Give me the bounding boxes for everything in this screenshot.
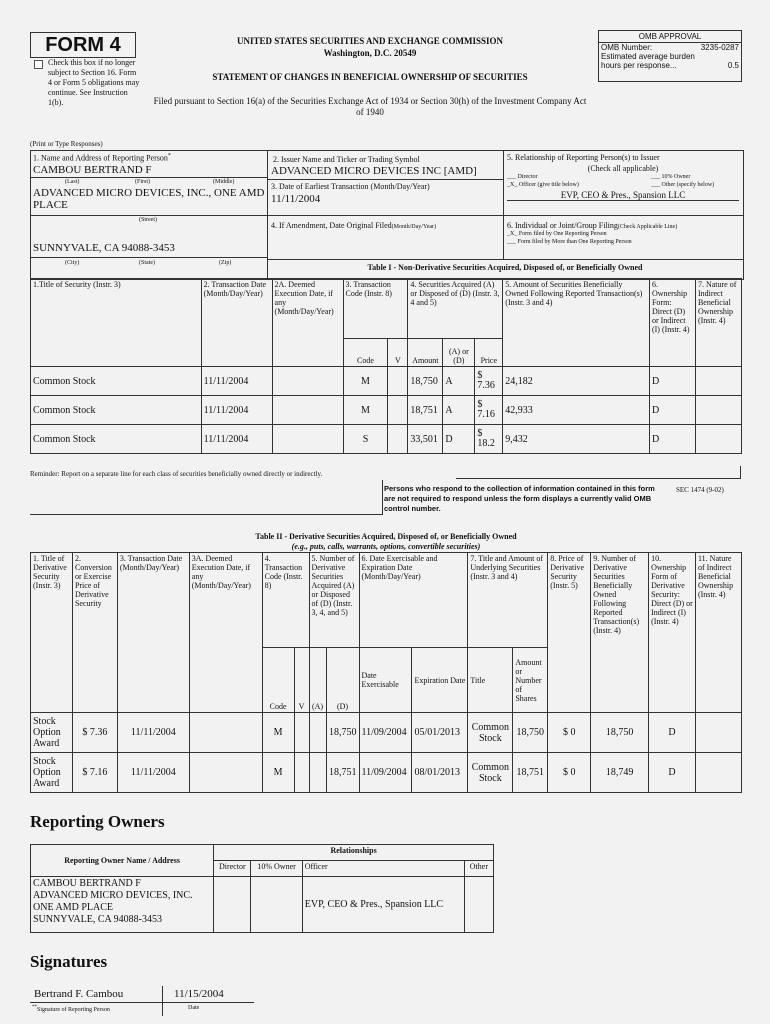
owner-name-address	[31, 877, 214, 933]
t2-row-date-exercisable: 11/09/2004	[359, 753, 412, 793]
t1-row-form: D	[649, 367, 695, 396]
t1-row-v	[388, 367, 408, 396]
t2-header-underlying: 7. Title and Amount of Underlying Securities (Instr. 3 and 4)	[468, 553, 548, 648]
signature-name: Bertrand F. Cambou	[34, 988, 124, 1000]
t1-row-owned: 42,933	[503, 396, 650, 425]
omb-hours-value: 0.5	[727, 61, 739, 70]
t1-row-date: 11/11/2004	[201, 367, 272, 396]
signature-footnote: **	[32, 1005, 37, 1010]
reporting-owners-heading: Reporting Owners	[30, 812, 165, 831]
t1-row-date: 11/11/2004	[201, 425, 272, 454]
table2-derivative	[30, 552, 742, 793]
t2-row-underlying-title: Common Stock	[468, 753, 513, 793]
amendment-label: 4. If Amendment, Date Original Filed(Month/Day/Year)	[271, 221, 437, 230]
t1-header-date: 2. Transaction Date (Month/Day/Year)	[201, 279, 272, 367]
reporting-person-city: SUNNYVALE, CA 94088-3453	[33, 242, 175, 254]
t1-row-a-or-d: A	[443, 396, 475, 425]
first-label: (First)	[135, 179, 150, 185]
t1-row-a-or-d: A	[443, 367, 475, 396]
street-label: (Street)	[139, 217, 157, 223]
t2-row-date-exercisable: 11/09/2004	[359, 713, 412, 753]
t2-subheader-expiration: Expiration Date	[412, 648, 468, 713]
table1-non-derivative	[30, 278, 742, 454]
owner-line: ONE AMD PLACE	[33, 902, 114, 913]
owners-relationships-header: Relationships	[214, 845, 494, 861]
middle-label: (Middle)	[213, 179, 235, 185]
t2-row-conversion: $ 7.16	[72, 753, 117, 793]
t2-header-conversion: 2. Conversion or Exercise Price of Derivative Security	[72, 553, 117, 713]
t2-row-code: M	[262, 713, 294, 753]
table-row	[31, 713, 742, 753]
state-label: (State)	[139, 260, 155, 266]
owners-name-header: Reporting Owner Name / Address	[31, 845, 214, 877]
relationship-title-value: EVP, CEO & Pres., Spansion LLC	[507, 190, 739, 201]
t2-header-ownership-form: 10. Ownership Form of Derivative Security: Direct (D) or Indirect (I) (Instr. 4)	[649, 553, 696, 713]
issuer-value: ADVANCED MICRO DEVICES INC [AMD]	[271, 165, 477, 177]
t2-header-number-owned: 9. Number of Derivative Securities Beneficially Owned Following Reported Transaction(s) (Instr. 4)	[591, 553, 649, 713]
t2-header-code: 4. Transaction Code (Instr. 8)	[262, 553, 309, 648]
t1-subheader-amount: Amount	[408, 339, 443, 367]
zip-label: (Zip)	[219, 260, 232, 266]
t1-header-nature: 7. Nature of Indirect Beneficial Ownership (Instr. 4)	[695, 279, 741, 367]
reporting-person-name: CAMBOU BERTRAND F	[33, 164, 152, 176]
reporting-person-footnote: *	[167, 153, 171, 159]
t1-subheader-price: Price	[475, 339, 503, 367]
issuer-label: 2. Issuer Name and Ticker or Trading Symbol	[273, 155, 420, 164]
t1-row-code: M	[343, 396, 388, 425]
table-row	[31, 753, 742, 793]
t2-header-number: 5. Number of Derivative Securities Acquired (A) or Disposed of (D) (Instr. 3, 4, and 5)	[309, 553, 359, 648]
omb-hours-label: hours per response...	[601, 61, 677, 70]
t1-row-owned: 24,182	[503, 367, 650, 396]
signatures-heading: Signatures	[30, 952, 108, 971]
relationship-ten-pct: ___ 10% Owner	[651, 174, 691, 180]
notice-rule-left	[30, 514, 382, 515]
t2-row-d: 18,750	[326, 713, 359, 753]
t1-row-owned: 9,432	[503, 425, 650, 454]
t2-row-title: Stock Option Award	[31, 713, 73, 753]
omb-burden-label: Estimated average burden	[601, 52, 695, 61]
relationship-label: 5. Relationship of Reporting Person(s) to Issuer	[507, 153, 660, 162]
reminder-rule	[456, 478, 740, 479]
reporting-person-address: ADVANCED MICRO DEVICES, INC., ONE AMD PLACE	[33, 187, 265, 211]
omb-number-value: 3235-0287	[700, 43, 739, 52]
amendment-sub: (Month/Day/Year)	[391, 224, 437, 230]
table-row	[31, 877, 494, 933]
t1-row-deemed	[272, 396, 343, 425]
table2-title: Table II - Derivative Securities Acquired, Disposed of, or Beneficially Owned	[255, 532, 517, 541]
t2-row-form: D	[649, 713, 696, 753]
filed-pursuant: Filed pursuant to Section 16(a) of the Securities Exchange Act of 1934 or Section 30(h) of the Investment Company Act of 1940	[153, 96, 587, 117]
t1-row-title: Common Stock	[31, 396, 202, 425]
t1-row-code: S	[343, 425, 388, 454]
t2-subheader-d: (D)	[326, 648, 359, 713]
owner-ten-pct	[251, 877, 302, 933]
owner-line: CAMBOU BERTRAND F	[33, 878, 141, 889]
section16-checkbox[interactable]	[34, 60, 43, 69]
owners-other-header: Other	[464, 861, 493, 877]
t2-subheader-amount: Amount or Number of Shares	[513, 648, 548, 713]
table-row	[31, 425, 742, 454]
t1-row-nature	[695, 367, 741, 396]
signature-rule	[30, 1002, 254, 1003]
t1-row-amount: 18,751	[408, 396, 443, 425]
owner-line: ADVANCED MICRO DEVICES, INC.	[33, 890, 193, 901]
t2-subheader-code: Code	[262, 648, 294, 713]
t2-header-exercisable: 6. Date Exercisable and Expiration Date (Month/Day/Year)	[359, 553, 468, 648]
owner-director	[214, 877, 251, 933]
t1-row-price: $ 7.16	[475, 396, 503, 425]
t1-header-deemed: 2A. Deemed Execution Date, if any (Month/Day/Year)	[272, 279, 343, 367]
t2-row-expiration: 08/01/2013	[412, 753, 468, 793]
t1-row-nature	[695, 396, 741, 425]
t1-subheader-a-or-d: (A) or (D)	[443, 339, 475, 367]
top-info-grid	[30, 150, 744, 280]
omb-approval-box	[598, 30, 742, 82]
date-label: Date	[188, 1005, 200, 1011]
t2-row-form: D	[649, 753, 696, 793]
t2-row-date: 11/11/2004	[117, 753, 189, 793]
t1-row-price: $ 18.2	[475, 425, 503, 454]
t2-row-owned: 18,749	[591, 753, 649, 793]
t1-row-deemed	[272, 367, 343, 396]
t1-row-nature	[695, 425, 741, 454]
t2-row-nature	[695, 713, 741, 753]
table1-title: Table I - Non-Derivative Securities Acquired, Disposed of, or Beneficially Owned	[367, 263, 643, 272]
sec-code: SEC 1474 (9-02)	[676, 486, 724, 494]
t1-header-code: 3. Transaction Code (Instr. 8)	[343, 279, 408, 339]
reminder-note: Reminder: Report on a separate line for each class of securities beneficially owned directly or indirectly.	[30, 470, 323, 478]
owner-officer: EVP, CEO & Pres., Spansion LLC	[302, 877, 464, 933]
t1-row-v	[388, 425, 408, 454]
omb-title: OMB APPROVAL	[599, 31, 741, 43]
t1-header-amount-owned: 5. Amount of Securities Beneficially Owned Following Reported Transaction(s) (Instr. 3 and 4)	[503, 279, 650, 367]
t2-row-nature	[695, 753, 741, 793]
t1-row-v	[388, 396, 408, 425]
t2-row-date: 11/11/2004	[117, 713, 189, 753]
t1-row-amount: 33,501	[408, 425, 443, 454]
t2-row-underlying-title: Common Stock	[468, 713, 513, 753]
t2-row-underlying-amount: 18,751	[513, 753, 548, 793]
table2-subtitle: (e.g., puts, calls, warrants, options, convertible securities)	[291, 542, 481, 551]
t2-row-code: M	[262, 753, 294, 793]
t2-header-deemed: 3A. Deemed Execution Date, if any (Month/Day/Year)	[189, 553, 262, 713]
t2-row-a	[309, 713, 326, 753]
t2-header-price: 8. Price of Derivative Security (Instr. 5)	[548, 553, 591, 713]
persons-notice: Persons who respond to the collection of information contained in this form are not required to respond unless the form displays a currently valid OMB control number.	[384, 484, 655, 513]
t2-row-title: Stock Option Award	[31, 753, 73, 793]
t1-header-title: 1.Title of Security (Instr. 3)	[31, 279, 202, 367]
t2-row-v	[294, 713, 309, 753]
t2-row-deemed	[189, 713, 262, 753]
signature-label: **Signature of Reporting Person	[32, 1005, 110, 1013]
t2-row-price: $ 0	[548, 713, 591, 753]
t2-row-underlying-amount: 18,750	[513, 713, 548, 753]
notice-rule-vert	[382, 480, 383, 515]
t1-row-a-or-d: D	[443, 425, 475, 454]
filing-one-person: _X_ Form filed by One Reporting Person	[507, 231, 607, 237]
owners-director-header: Director	[214, 861, 251, 877]
earliest-transaction-label: 3. Date of Earliest Transaction (Month/Day/Year)	[271, 182, 430, 191]
t2-row-expiration: 05/01/2013	[412, 713, 468, 753]
section16-checkbox-label: Check this box if no longer subject to Section 16. Form 4 or Form 5 obligations may continue. See Instruction 1(b).	[48, 58, 140, 107]
owners-ten-pct-header: 10% Owner	[251, 861, 302, 877]
t2-subheader-v: V	[294, 648, 309, 713]
t1-row-code: M	[343, 367, 388, 396]
owners-officer-header: Officer	[302, 861, 464, 877]
reporting-owners-table	[30, 844, 494, 933]
owner-other	[464, 877, 493, 933]
t1-row-deemed	[272, 425, 343, 454]
form-title-box	[30, 32, 136, 58]
t2-row-conversion: $ 7.36	[72, 713, 117, 753]
reminder-rule-tick	[740, 466, 741, 479]
t1-row-form: D	[649, 425, 695, 454]
t2-row-a	[309, 753, 326, 793]
t2-row-deemed	[189, 753, 262, 793]
t1-row-price: $ 7.36	[475, 367, 503, 396]
agency-location: Washington, D.C. 20549	[323, 48, 417, 58]
t2-header-nature: 11. Nature of Indirect Beneficial Ownership (Instr. 4)	[695, 553, 741, 713]
print-type-note: (Print or Type Responses)	[30, 140, 103, 148]
reporting-person-label: 1. Name and Address of Reporting Person*	[33, 153, 171, 163]
t1-row-date: 11/11/2004	[201, 396, 272, 425]
t2-row-d: 18,751	[326, 753, 359, 793]
owner-line: SUNNYVALE, CA 94088-3453	[33, 914, 162, 925]
t2-row-v	[294, 753, 309, 793]
t2-row-price: $ 0	[548, 753, 591, 793]
t1-subheader-v: V	[388, 339, 408, 367]
signature-date: 11/15/2004	[174, 988, 224, 1000]
t2-row-owned: 18,750	[591, 713, 649, 753]
t2-subheader-a: (A)	[309, 648, 326, 713]
city-label: (City)	[65, 260, 80, 266]
t1-header-ownership-form: 6. Ownership Form: Direct (D) or Indirect (I) (Instr. 4)	[649, 279, 695, 367]
earliest-transaction-date: 11/11/2004	[271, 193, 321, 205]
omb-number-label: OMB Number:	[601, 43, 653, 52]
table-row	[31, 396, 742, 425]
t1-row-amount: 18,750	[408, 367, 443, 396]
t2-header-date: 3. Transaction Date (Month/Day/Year)	[117, 553, 189, 713]
last-label: (Last)	[65, 179, 80, 185]
relationship-check-all: (Check all applicable)	[587, 164, 659, 173]
signature-divider	[162, 986, 163, 1016]
filing-label: 6. Individual or Joint/Group Filing(Check Applicable Line)	[507, 221, 678, 230]
t2-subheader-title: Title	[468, 648, 513, 713]
t2-subheader-date-exercisable: Date Exercisable	[359, 648, 412, 713]
relationship-other: ___ Other (specify below)	[651, 182, 715, 188]
agency-title: UNITED STATES SECURITIES AND EXCHANGE COMMISSION	[237, 36, 503, 46]
t1-header-acquired: 4. Securities Acquired (A) or Disposed of (D) (Instr. 3, 4 and 5)	[408, 279, 503, 339]
relationship-director: ___ Director	[507, 174, 538, 180]
form-title: FORM 4	[45, 34, 121, 56]
t1-row-title: Common Stock	[31, 425, 202, 454]
relationship-officer: _X_ Officer (give title below)	[507, 182, 579, 188]
statement-title: STATEMENT OF CHANGES IN BENEFICIAL OWNERSHIP OF SECURITIES	[212, 72, 528, 82]
filing-more-persons: ___ Form filed by More than One Reporting Person	[507, 239, 632, 245]
t2-header-title: 1. Title of Derivative Security (Instr. 3)	[31, 553, 73, 713]
table-row	[31, 367, 742, 396]
filing-sub: (Check Applicable Line)	[617, 224, 678, 230]
t1-row-title: Common Stock	[31, 367, 202, 396]
t1-subheader-code: Code	[343, 339, 388, 367]
t1-row-form: D	[649, 396, 695, 425]
